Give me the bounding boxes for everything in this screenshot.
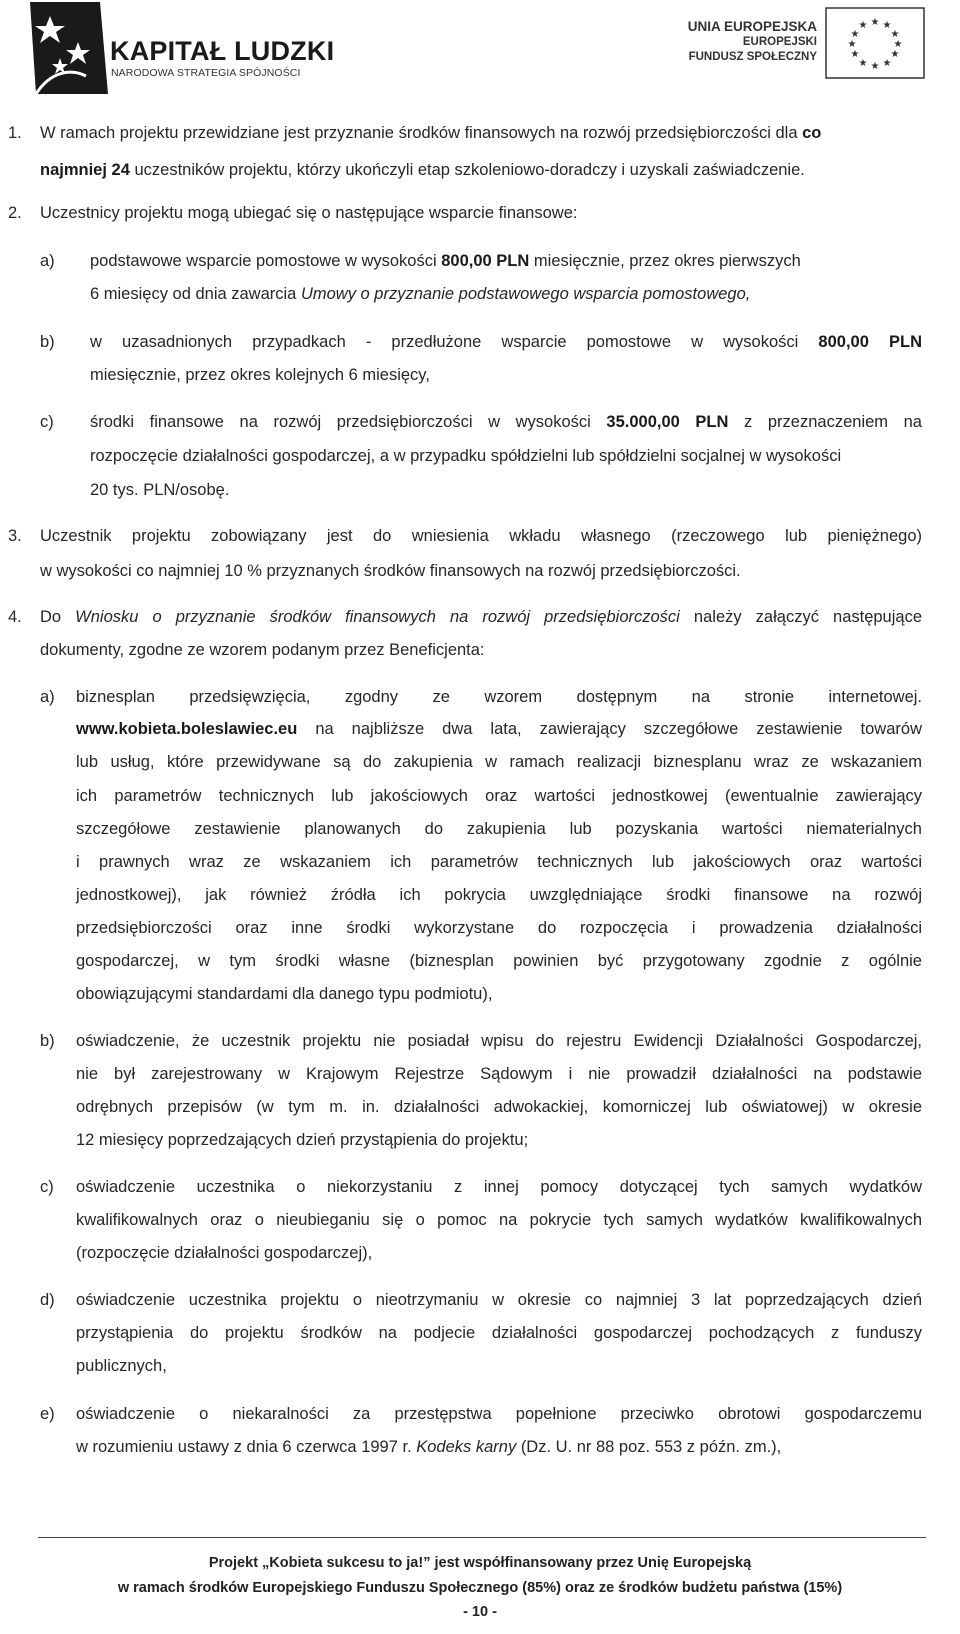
- item-4-italic: Wniosku o przyznanie środków finansowych na rozwój przedsiębiorczości: [75, 608, 680, 626]
- item-4e-text: w rozumieniu ustawy z dnia 6 czerwca 1997 r.: [76, 1438, 412, 1456]
- item-4-text-2: należy załączyć następujące: [693, 608, 922, 626]
- item-4c-line-1: oświadczenie uczestnika o niekorzystaniu z innej pomocy dotyczącej tych samych wydatków: [76, 1178, 922, 1196]
- item-2a-text: podstawowe wsparcie pomostowe w wysokości: [90, 252, 437, 270]
- item-2b-text: w uzasadnionych przypadkach - przedłużone wsparcie pomostowe w wysokości: [90, 333, 799, 351]
- item-4e-label: e): [40, 1405, 55, 1423]
- item-2-intro: Uczestnicy projektu mogą ubiegać się o następujące wsparcie finansowe:: [40, 204, 578, 222]
- kapital-ludzki-title: KAPITAŁ LUDZKI: [110, 36, 335, 66]
- item-4a-label: a): [40, 688, 55, 706]
- item-4d-label: d): [40, 1291, 55, 1309]
- item-4d-line-1: oświadczenie uczestnika projektu o nieotrzymaniu w okresie co najmniej 3 lat poprzedzających dzień: [76, 1291, 922, 1309]
- item-2a-italic: Umowy o przyznanie podstawowego wsparcia pomostowego,: [300, 285, 751, 303]
- item-2b-line-1: [90, 332, 922, 352]
- item-2a-text-2: miesięcznie, przez okres pierwszych: [533, 252, 801, 270]
- item-4a-line-4: ich parametrów technicznych lub jakościowych oraz wartości jednostkowej (ewentualnie zawierający: [76, 787, 922, 805]
- footer-divider: [38, 1537, 926, 1538]
- item-2c-line-1: [90, 412, 922, 432]
- eu-logo-line1: UNIA EUROPEJSKA: [687, 19, 817, 34]
- item-4a-line-7: jednostkowej), jak również źródła ich pokrycia uwzględniające środki finansowe na rozwój: [76, 886, 922, 904]
- item-4a-line-9: gospodarczej, w tym środki własne (biznesplan powinien być przygotowany zgodnie z ogólnie: [76, 952, 922, 970]
- eu-logo-line2: EUROPEJSKI: [742, 36, 817, 48]
- svg-text:★: ★: [850, 29, 860, 40]
- item-2-number: 2.: [8, 204, 22, 222]
- item-4e-text-2: (Dz. U. nr 88 poz. 553 z późn. zm.),: [520, 1438, 782, 1456]
- footer-line-2: w ramach środków Europejskiego Funduszu Społecznego (85%) oraz ze środków budżetu państwa (15%): [117, 1580, 843, 1596]
- svg-text:★: ★: [882, 20, 892, 31]
- item-4e-line-1: oświadczenie o niekaralności za przestępstwa popełnione przeciwko obrotowi gospodarczemu: [76, 1405, 922, 1423]
- item-3-line-2: w wysokości co najmniej 10 % przyznanych środków finansowych na rozwój przedsiębiorczości.: [40, 562, 741, 580]
- item-2a-line-2: [90, 284, 750, 304]
- item-4d-line-3: publicznych,: [76, 1357, 167, 1375]
- item-1-line-1: [40, 123, 821, 143]
- item-2c-label: c): [40, 413, 54, 431]
- item-4c-line-3: (rozpoczęcie działalności gospodarczej),: [76, 1244, 373, 1262]
- svg-text:★: ★: [850, 49, 860, 60]
- svg-text:★: ★: [858, 20, 868, 31]
- eu-logo-line3: FUNDUSZ SPOŁECZNY: [688, 51, 817, 63]
- item-4b-line-4: 12 miesięcy poprzedzających dzień przystąpienia do projektu;: [76, 1131, 529, 1149]
- item-2c-text-2: z przeznaczeniem na: [744, 413, 922, 431]
- item-1-number: 1.: [8, 124, 22, 142]
- item-4a-line-10: obowiązującymi standardami dla danego typu podmiotu),: [76, 985, 493, 1003]
- item-4c-line-2: kwalifikowalnych oraz o nieubieganiu się o pomoc na pokrycie tych samych wydatków kwalifikowalnych: [76, 1211, 922, 1229]
- item-4a-line-6: i prawnych wraz ze wskazaniem ich parametrów technicznych lub jakościowych oraz wartości: [76, 853, 922, 871]
- item-4d-line-2: przystąpienia do projektu środków na podjecie działalności gospodarczej pochodzących z funduszy: [76, 1324, 922, 1342]
- item-4e-italic: Kodeks karny: [416, 1438, 517, 1456]
- item-2b-line-2: miesięcznie, przez okres kolejnych 6 miesięcy,: [90, 366, 430, 384]
- item-4b-line-1: oświadczenie, że uczestnik projektu nie posiadał wpisu do rejestru Ewidencji Działalności Gospodarczej,: [76, 1032, 922, 1050]
- item-2a-amount: 800,00 PLN: [441, 252, 530, 270]
- item-4c-label: c): [40, 1178, 54, 1196]
- item-2c-amount: 35.000,00 PLN: [606, 413, 729, 431]
- item-4a-line-1: biznesplan przedsięwzięcia, zgodny ze wzorem dostępnym na stronie internetowej.: [76, 688, 922, 706]
- item-4e-line-2: [76, 1437, 781, 1457]
- item-4a-line-8: przedsiębiorczości oraz inne środki wykorzystane do rozpoczęcia i prowadzenia działalności: [76, 919, 922, 937]
- item-4-line-1: [40, 607, 922, 627]
- svg-text:★: ★: [870, 17, 880, 28]
- item-4a-text-2: na najbliższe dwa lata, zawierający szczegółowe zestawienie towarów: [315, 720, 922, 738]
- item-2c-line-2: rozpoczęcie działalności gospodarczej, a w przypadku spółdzielni lub spółdzielni socjalnej w wysokości: [90, 447, 842, 465]
- item-4b-label: b): [40, 1032, 55, 1050]
- item-4b-line-3: odrębnych przepisów (w tym m. in. działalności adwokackiej, komorniczej lub oświatowej) w okresie: [76, 1098, 922, 1116]
- svg-text:★: ★: [858, 58, 868, 69]
- page-number: - 10 -: [463, 1604, 497, 1620]
- item-1-line-2: [40, 160, 805, 180]
- item-4a-line-3: lub usług, które przewidywane są do zakupienia w ramach realizacji biznesplanu wraz ze wskazaniem: [76, 753, 922, 771]
- website-link[interactable]: www.kobieta.boleslawiec.eu: [76, 720, 298, 738]
- item-3-number: 3.: [8, 527, 22, 545]
- item-1-text-2: uczestników projektu, którzy ukończyli etap szkoleniowo-doradczy i uzyskali zaświadczenie.: [134, 161, 805, 179]
- svg-text:★: ★: [890, 29, 900, 40]
- item-3-line-1: Uczestnik projektu zobowiązany jest do wniesienia wkładu własnego (rzeczowego lub pieniężnego): [40, 527, 922, 545]
- item-4-line-2: dokumenty, zgodne ze wzorem podanym przez Beneficjenta:: [40, 641, 485, 659]
- footer-line-1: Projekt „Kobieta sukcesu to ja!” jest współfinansowany przez Unię Europejską: [208, 1555, 752, 1571]
- svg-text:★: ★: [847, 39, 857, 50]
- svg-text:★: ★: [870, 61, 880, 72]
- item-2b-amount: 800,00 PLN: [818, 333, 922, 351]
- item-2a-text-3: 6 miesięcy od dnia zawarcia: [90, 285, 297, 303]
- item-1-bold-count: najmniej 24: [40, 161, 130, 179]
- item-2b-label: b): [40, 333, 55, 351]
- item-4b-line-2: nie był zarejestrowany w Krajowym Rejestrze Sądowym i nie prowadził działalności na podstawie: [76, 1065, 922, 1083]
- item-2a-label: a): [40, 252, 55, 270]
- item-1-bold: co: [802, 124, 822, 142]
- item-4a-line-5: szczegółowe zestawienie planowanych do zakupienia lub pozyskania wartości niematerialnych: [76, 820, 922, 838]
- item-4a-line-2: [76, 719, 922, 739]
- item-2a-line-1: [90, 251, 801, 271]
- item-2c-text: środki finansowe na rozwój przedsiębiorczości w wysokości: [90, 413, 591, 431]
- item-2c-line-3: 20 tys. PLN/osobę.: [90, 481, 230, 499]
- svg-text:★: ★: [890, 49, 900, 60]
- svg-text:★: ★: [893, 39, 903, 50]
- svg-text:★: ★: [882, 58, 892, 69]
- item-1-text: W ramach projektu przewidziane jest przyznanie środków finansowych na rozwój przedsiębiorczości dla: [40, 124, 798, 142]
- kapital-ludzki-subtitle: NARODOWA STRATEGIA SPÓJNOŚCI: [111, 67, 301, 79]
- item-4-number: 4.: [8, 608, 22, 626]
- item-4-text: Do: [40, 608, 62, 626]
